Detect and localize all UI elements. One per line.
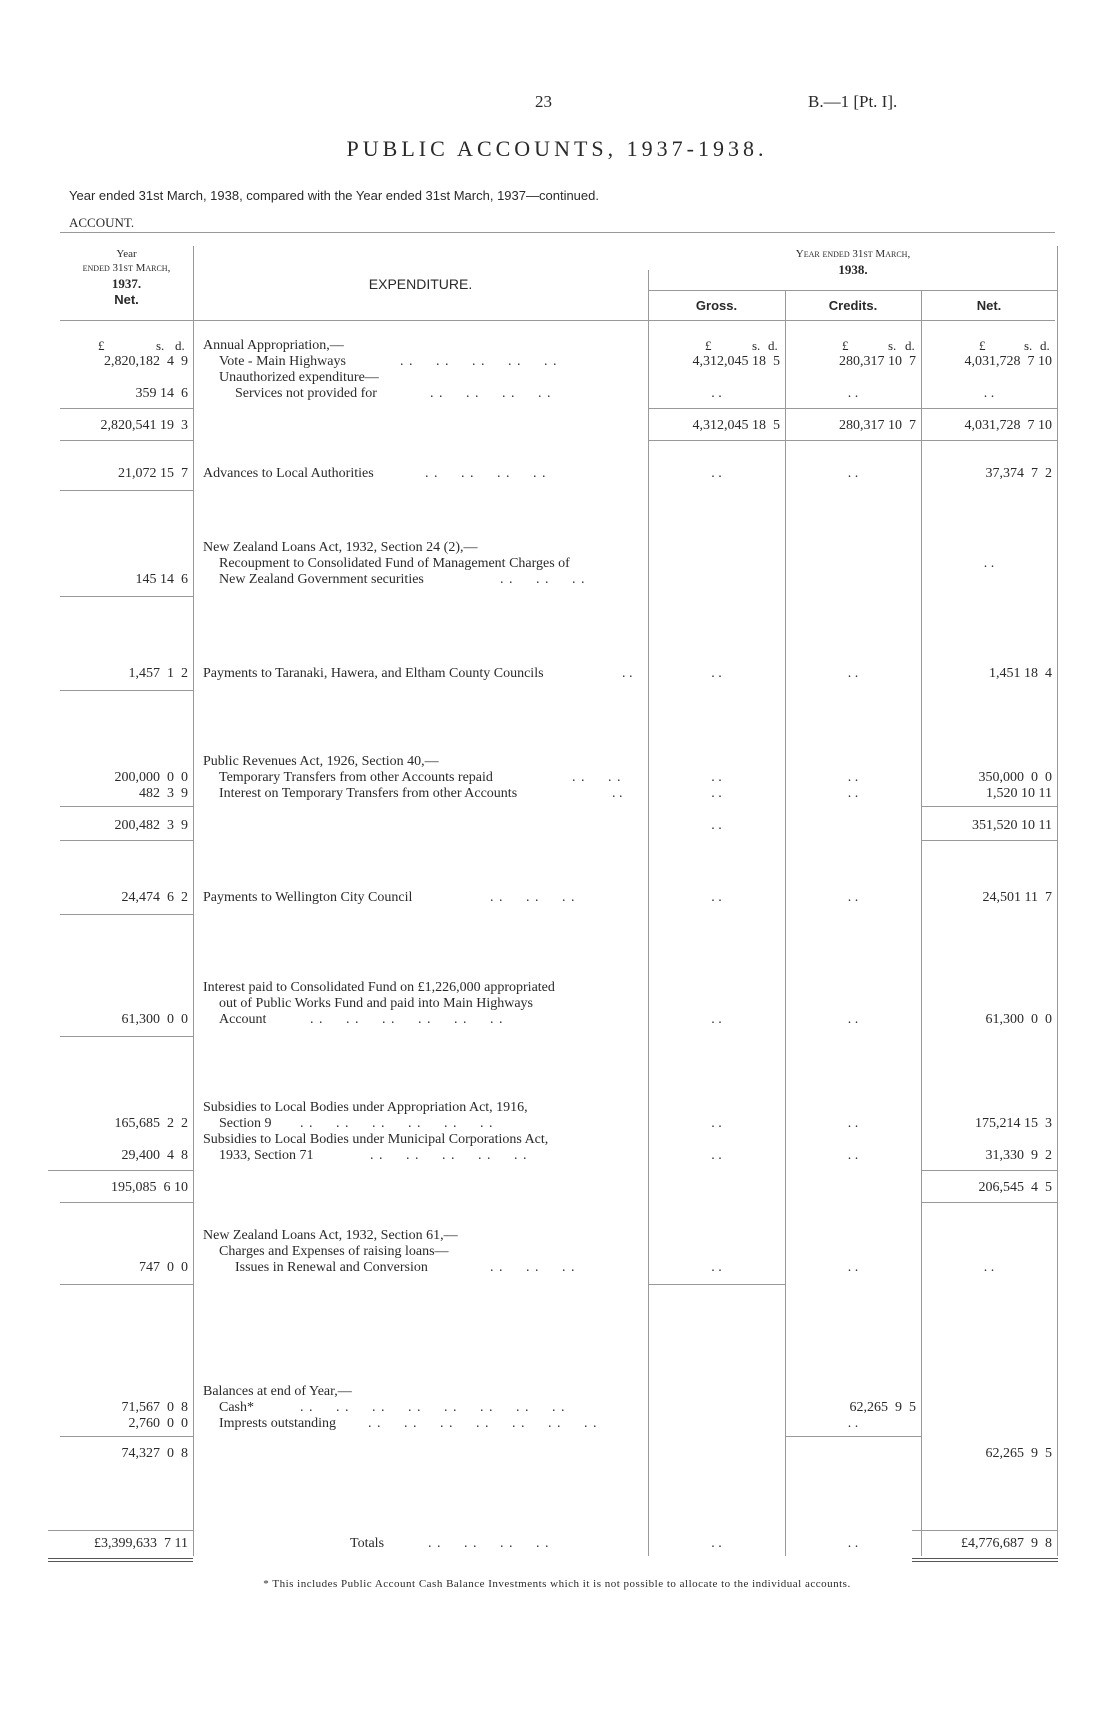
section-rule bbox=[60, 690, 193, 691]
net-value: 4,031,728 7 10 bbox=[964, 354, 1052, 369]
curr-year-header-line1: Year ended 31st March, bbox=[795, 248, 911, 260]
col-divider-gross bbox=[648, 270, 649, 1556]
section-rule bbox=[648, 1284, 785, 1285]
net-value: 175,214 15 3 bbox=[975, 1116, 1052, 1131]
col-divider-prev bbox=[193, 246, 194, 1556]
subtotal-rule bbox=[648, 440, 1058, 441]
totals-rule bbox=[48, 1530, 193, 1531]
page-number: 23 bbox=[535, 92, 552, 111]
prev-value: 1,457 1 2 bbox=[128, 666, 188, 681]
section-rule bbox=[60, 1036, 193, 1037]
leader-dots: . . . . . . . . . . . . bbox=[300, 1116, 494, 1131]
row-label: out of Public Works Fund and paid into Main Highways bbox=[219, 996, 533, 1011]
row-label: Public Revenues Act, 1926, Section 40,— bbox=[203, 754, 439, 769]
unit-pence: d. bbox=[175, 338, 185, 353]
prev-value: 2,820,182 4 9 bbox=[104, 354, 188, 369]
leader-dots: . . . . . . . . . . . . . . . . bbox=[300, 1400, 566, 1415]
prev-value: 29,400 4 8 bbox=[121, 1148, 188, 1163]
prev-year-header-line2: ended 31st March, bbox=[82, 262, 171, 274]
unit-pound: £ bbox=[705, 338, 712, 353]
leader-dots: . . bbox=[711, 1012, 722, 1027]
net-value: 1,520 10 11 bbox=[986, 786, 1052, 801]
row-label: New Zealand Loans Act, 1932, Section 24 (2),— bbox=[203, 540, 478, 555]
row-label: Cash* bbox=[219, 1400, 254, 1415]
leader-dots: . . bbox=[612, 786, 623, 801]
subtotal-rule bbox=[48, 1170, 193, 1171]
leader-dots: . . bbox=[711, 770, 722, 785]
account-label: ACCOUNT. bbox=[69, 215, 135, 230]
leader-dots: . . bbox=[847, 666, 859, 681]
credits-header: Credits. bbox=[828, 298, 878, 313]
prev-net-header: Net. bbox=[114, 292, 139, 307]
leader-dots: . . bbox=[983, 556, 995, 571]
section-rule bbox=[60, 914, 193, 915]
prev-value: 165,685 2 2 bbox=[114, 1116, 188, 1131]
subtotal-rule bbox=[60, 440, 193, 441]
leader-dots: . . bbox=[711, 1260, 722, 1275]
row-label: Unauthorized expenditure— bbox=[219, 370, 379, 385]
leader-dots: . . bbox=[711, 1116, 722, 1131]
leader-dots: . . . . . . . . bbox=[425, 466, 547, 481]
leader-dots: . . bbox=[711, 666, 722, 681]
leader-dots: . . . . . . . . . . . . bbox=[310, 1012, 504, 1027]
row-label: Payments to Taranaki, Hawera, and Eltham County Councils bbox=[203, 666, 544, 681]
prev-value: 2,760 0 0 bbox=[128, 1416, 188, 1431]
net-subtotal: 206,545 4 5 bbox=[978, 1180, 1052, 1195]
leader-dots: . . bbox=[847, 1148, 859, 1163]
prev-value: 24,474 6 2 bbox=[121, 890, 188, 905]
unit-pence: d. bbox=[905, 338, 915, 353]
credits-value: 62,265 9 5 bbox=[849, 1400, 916, 1415]
document-reference: B.—1 [Pt. I]. bbox=[808, 92, 898, 111]
row-label: New Zealand Loans Act, 1932, Section 61,— bbox=[203, 1228, 458, 1243]
page-subtitle: Year ended 31st March, 1938, compared with the Year ended 31st March, 1937—continued. bbox=[69, 188, 599, 203]
leader-dots: . . bbox=[847, 890, 859, 905]
col-divider-right bbox=[1057, 246, 1058, 1556]
leader-dots: . . . . . . bbox=[500, 572, 586, 587]
leader-dots: . . bbox=[711, 466, 722, 481]
row-label: Account bbox=[219, 1012, 267, 1027]
subtotal-rule bbox=[60, 840, 193, 841]
row-label: Recoupment to Consolidated Fund of Management Charges of bbox=[219, 556, 570, 571]
leader-dots: . . bbox=[711, 1536, 722, 1551]
leader-dots: . . bbox=[847, 1416, 859, 1431]
prev-subtotal: 74,327 0 8 bbox=[121, 1446, 188, 1461]
leader-dots: . . bbox=[711, 890, 722, 905]
prev-value: 747 0 0 bbox=[139, 1260, 188, 1275]
net-value: 37,374 7 2 bbox=[985, 466, 1052, 481]
page-title: PUBLIC ACCOUNTS, 1937-1938. bbox=[346, 136, 768, 161]
totals-label: Totals bbox=[350, 1536, 385, 1551]
leader-dots: . . bbox=[847, 466, 859, 481]
net-value: 1,451 18 4 bbox=[989, 666, 1052, 681]
net-value: 24,501 11 7 bbox=[982, 890, 1052, 905]
prev-value: 482 3 9 bbox=[139, 786, 188, 801]
leader-dots: . . bbox=[711, 1148, 722, 1163]
leader-dots: . . bbox=[711, 386, 722, 401]
prev-value: 71,567 0 8 bbox=[121, 1400, 188, 1415]
totals-rule bbox=[912, 1530, 1058, 1531]
leader-dots: . . bbox=[711, 786, 722, 801]
double-rule bbox=[912, 1558, 1058, 1559]
unit-pound: £ bbox=[98, 338, 105, 353]
row-label: Advances to Local Authorities bbox=[203, 466, 374, 481]
section-rule bbox=[60, 1284, 193, 1285]
leader-dots: . . . . . . . . . . bbox=[370, 1148, 528, 1163]
prev-total: £3,399,633 7 11 bbox=[94, 1536, 188, 1551]
leader-dots: . . . . . . . . bbox=[428, 1536, 550, 1551]
expenditure-header: EXPENDITURE. bbox=[368, 276, 473, 292]
net-value: 350,000 0 0 bbox=[978, 770, 1052, 785]
unit-shilling: s. bbox=[888, 338, 897, 353]
leader-dots: . . bbox=[847, 770, 859, 785]
row-label: Balances at end of Year,— bbox=[203, 1384, 352, 1399]
prev-value: 21,072 15 7 bbox=[118, 466, 188, 481]
unit-shilling: s. bbox=[1024, 338, 1033, 353]
prev-year-header-line1: Year bbox=[116, 248, 137, 260]
leader-dots: . . bbox=[847, 1536, 859, 1551]
prev-subtotal: 2,820,541 19 3 bbox=[100, 418, 188, 433]
credits-subtotal: 280,317 10 7 bbox=[839, 418, 916, 433]
leader-dots: . . bbox=[847, 1012, 859, 1027]
prev-subtotal: 200,482 3 9 bbox=[114, 818, 188, 833]
leader-dots: . . . . . . bbox=[490, 890, 576, 905]
subtotal-rule bbox=[60, 806, 193, 807]
leader-dots: . . bbox=[983, 386, 995, 401]
prev-value: 145 14 6 bbox=[135, 572, 188, 587]
prev-value: 200,000 0 0 bbox=[114, 770, 188, 785]
table-top-rule bbox=[60, 232, 1055, 233]
row-label: Issues in Renewal and Conversion bbox=[235, 1260, 428, 1275]
section-rule bbox=[60, 490, 193, 491]
net-value: 62,265 9 5 bbox=[985, 1446, 1052, 1461]
prev-year-header-line3: 1937. bbox=[111, 276, 142, 291]
leader-dots: . . . . . . bbox=[490, 1260, 576, 1275]
prev-value: 61,300 0 0 bbox=[121, 1012, 188, 1027]
unit-pound: £ bbox=[979, 338, 986, 353]
row-label: Services not provided for bbox=[235, 386, 377, 401]
unit-pound: £ bbox=[842, 338, 849, 353]
prev-value: 359 14 6 bbox=[135, 386, 188, 401]
double-rule bbox=[48, 1558, 193, 1559]
double-rule bbox=[48, 1561, 193, 1562]
row-label: Interest on Temporary Transfers from other Accounts bbox=[219, 786, 518, 801]
unit-pence: d. bbox=[1040, 338, 1050, 353]
subtotal-rule bbox=[60, 1436, 193, 1437]
subtotal-rule bbox=[60, 408, 193, 409]
net-subtotal: 4,031,728 7 10 bbox=[964, 418, 1052, 433]
subtotal-rule bbox=[921, 1202, 1058, 1203]
leader-dots: . . bbox=[983, 1260, 995, 1275]
row-label: Annual Appropriation,— bbox=[203, 338, 344, 353]
leader-dots: . . . . . . . . bbox=[430, 386, 552, 401]
row-label: Payments to Wellington City Council bbox=[203, 890, 413, 905]
net-header: Net. bbox=[976, 298, 1002, 313]
leader-dots: . . . . . . . . . . bbox=[400, 354, 558, 369]
subtotal-rule bbox=[921, 840, 1058, 841]
row-label: Section 9 bbox=[219, 1116, 272, 1131]
leader-dots: . . bbox=[622, 666, 633, 681]
gross-header: Gross. bbox=[695, 298, 738, 313]
prev-subtotal: 195,085 6 10 bbox=[111, 1180, 188, 1195]
unit-shilling: s. bbox=[752, 338, 761, 353]
leader-dots: . . . . bbox=[572, 770, 622, 785]
credits-value: 280,317 10 7 bbox=[839, 354, 916, 369]
gross-value: 4,312,045 18 5 bbox=[692, 354, 780, 369]
row-label: New Zealand Government securities bbox=[219, 572, 424, 587]
subtotal-rule bbox=[785, 1436, 922, 1437]
row-label: Imprests outstanding bbox=[219, 1416, 337, 1431]
curr-year-header-line2: 1938. bbox=[838, 262, 868, 277]
leader-dots: . . . . . . . . . . . . . . bbox=[368, 1416, 598, 1431]
leader-dots: . . bbox=[847, 386, 859, 401]
row-label: Temporary Transfers from other Accounts repaid bbox=[219, 770, 493, 785]
leader-dots: . . bbox=[847, 1116, 859, 1131]
gross-subtotal: 4,312,045 18 5 bbox=[692, 418, 780, 433]
row-label: Vote - Main Highways bbox=[219, 354, 346, 369]
net-total: £4,776,687 9 8 bbox=[961, 1536, 1052, 1551]
unit-pence: d. bbox=[768, 338, 778, 353]
leader-dots: . . bbox=[847, 1260, 859, 1275]
row-label: Subsidies to Local Bodies under Municipal Corporations Act, bbox=[203, 1132, 549, 1147]
leader-dots: . . bbox=[847, 786, 859, 801]
subtotal-rule bbox=[921, 1170, 1058, 1171]
net-value: 31,330 9 2 bbox=[985, 1148, 1052, 1163]
footnote: * This includes Public Account Cash Balance Investments which it is not possible to allocate to the individual accounts. bbox=[263, 1578, 851, 1590]
row-label: Subsidies to Local Bodies under Appropriation Act, 1916, bbox=[203, 1100, 528, 1115]
section-rule bbox=[60, 596, 193, 597]
net-subtotal: 351,520 10 11 bbox=[972, 818, 1052, 833]
subtotal-rule bbox=[921, 806, 1058, 807]
row-label: 1933, Section 71 bbox=[219, 1148, 314, 1163]
row-label: Interest paid to Consolidated Fund on £1,226,000 appropriated bbox=[203, 980, 555, 995]
header-rule-years bbox=[648, 290, 1058, 291]
subtotal-rule bbox=[60, 1202, 193, 1203]
header-bottom-rule bbox=[60, 320, 1055, 321]
leader-dots: . . bbox=[711, 818, 722, 833]
net-value: 61,300 0 0 bbox=[985, 1012, 1052, 1027]
row-label: Charges and Expenses of raising loans— bbox=[219, 1244, 449, 1259]
unit-shilling: s. bbox=[156, 338, 165, 353]
subtotal-rule bbox=[648, 408, 1058, 409]
double-rule bbox=[912, 1561, 1058, 1562]
